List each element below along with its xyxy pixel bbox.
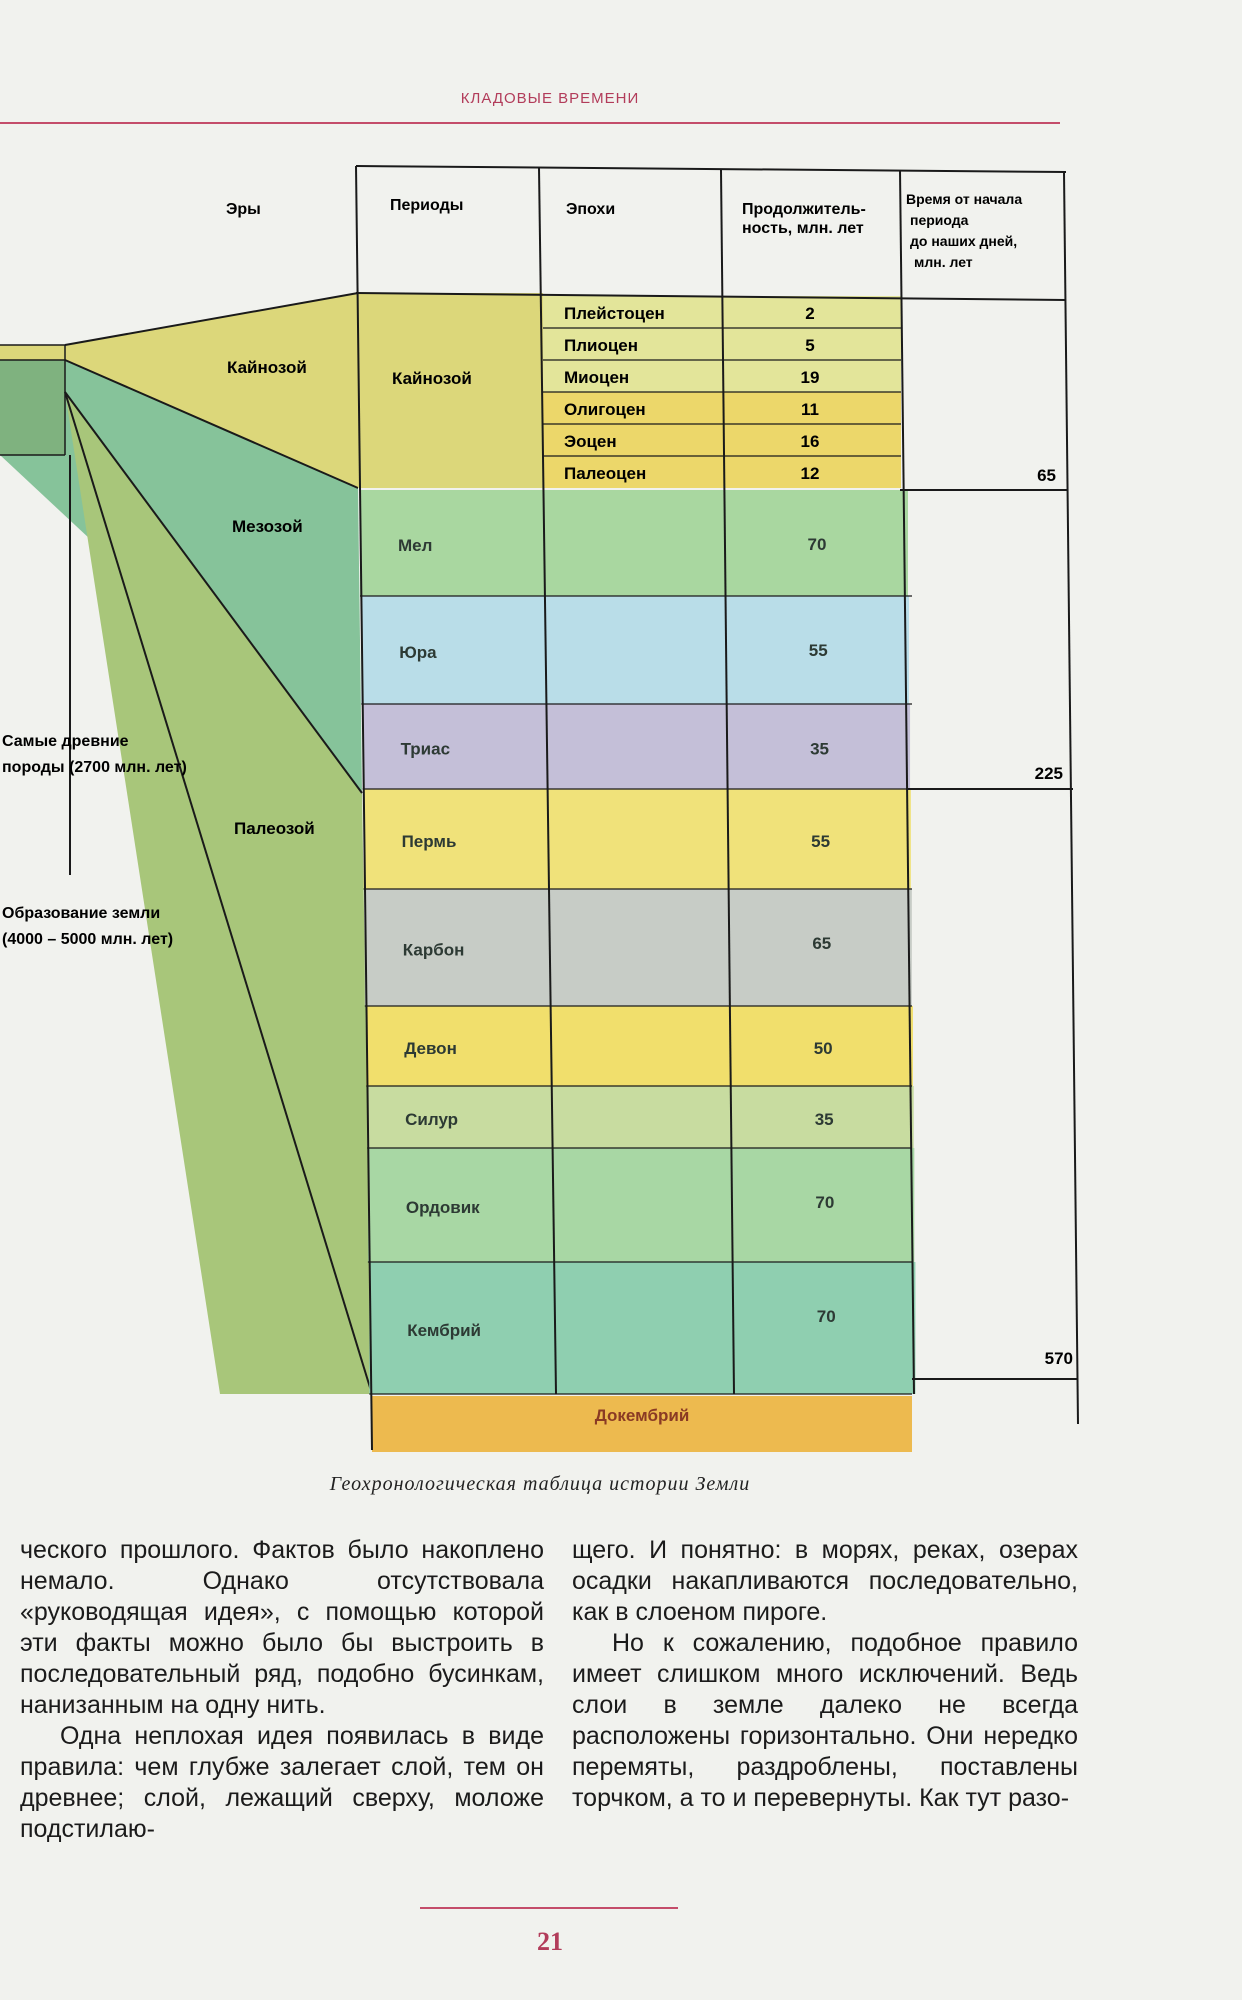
period-name: Силур: [405, 1110, 459, 1129]
epoch-duration: 12: [800, 464, 820, 483]
period-duration: 70: [807, 535, 827, 554]
page-number: 21: [537, 1927, 563, 1956]
paragraph: ческого прошлого. Фактов было накоплено немало. Однако отсутствовала «руководящая идея», с помощью которой эти факты можно было бы выстроить в последовательный ряд, подобно бусинкам, нанизанным на одну нить.: [20, 1536, 544, 1719]
period-name: Кембрий: [407, 1321, 482, 1340]
header-since-start-line: млн. лет: [914, 254, 973, 270]
right-border: [1064, 172, 1078, 1424]
note-earth-formation: [2, 905, 173, 948]
period-duration: 70: [815, 1193, 835, 1212]
epoch-duration: 2: [805, 304, 815, 323]
period-duration: 65: [812, 934, 832, 953]
table-top-border: [356, 166, 1066, 172]
period-duration: 50: [813, 1039, 833, 1058]
cenozoic-period-cell: [358, 293, 543, 488]
period-name: Карбон: [402, 940, 465, 960]
period-duration: 70: [816, 1307, 836, 1326]
period-cenozoic: Кайнозой: [392, 369, 472, 388]
period-name: Триас: [400, 739, 451, 759]
epoch-name: Олигоцен: [564, 400, 646, 419]
note-line: (4000 – 5000 млн. лет): [2, 931, 174, 948]
footer-rule: [420, 1907, 678, 1909]
header-since-start-line: до наших дней,: [910, 233, 1018, 249]
epoch-name: Эоцен: [564, 432, 617, 451]
epoch-duration: 5: [805, 336, 815, 355]
text-column-left: [20, 1535, 544, 1845]
header-duration-line: Продолжитель-: [742, 201, 866, 218]
period-duration: 35: [814, 1110, 834, 1129]
header-periods: Периоды: [390, 197, 464, 214]
period-duration: 55: [808, 641, 828, 660]
paragraph: щего. И понятно: в морях, реках, озерах осадки накапливаются последовательно, как в слоеном пироге.: [572, 1536, 1078, 1626]
era-paleozoic: Палеозой: [234, 819, 315, 838]
since-start-mesozoic: 225: [1034, 764, 1063, 783]
epoch-name: Миоцен: [564, 368, 630, 387]
since-start-cenozoic: 65: [1037, 466, 1056, 485]
period-name: Юра: [399, 643, 437, 662]
header-duration-line: ность, млн. лет: [742, 220, 864, 237]
period-name: Мел: [398, 536, 433, 555]
note-line: Образование земли: [2, 905, 161, 922]
epoch-name: Плейстоцен: [564, 304, 665, 323]
era-cenozoic: Кайнозой: [227, 358, 307, 377]
period-duration: 55: [811, 832, 831, 851]
header-since-start-line: Время от начала: [906, 191, 1023, 207]
header-since-start-line: периода: [910, 212, 969, 228]
header-since-start: [906, 191, 1026, 270]
epoch-name: Плиоцен: [564, 336, 639, 355]
running-head: КЛАДОВЫЕ ВРЕМЕНИ: [460, 90, 640, 107]
note-line: Самые древние: [2, 733, 129, 750]
epoch-duration: 16: [800, 432, 820, 451]
epoch-duration: 19: [800, 368, 820, 387]
since-start-paleozoic: 570: [1044, 1349, 1073, 1368]
period-name: Ордовик: [405, 1198, 480, 1217]
figure-caption: Геохронологическая таблица истории Земли: [329, 1473, 751, 1495]
epoch-name: Палеоцен: [564, 464, 647, 483]
header-epochs: Эпохи: [566, 201, 616, 218]
precambrian-label: Докембрий: [594, 1406, 690, 1425]
header-duration: [742, 201, 870, 237]
era-mesozoic: Мезозой: [232, 517, 303, 536]
old-strip: [0, 360, 65, 455]
paragraph: Но к сожалению, подобное правило имеет слишком много исключений. Ведь слои в земле далеко не всегда расположены горизонтально. Они нередко перемяты, раздроблены, поставлены торчком, а то и перевернуты. Как тут разо-: [572, 1629, 1078, 1812]
note-line: породы (2700 млн. лет): [2, 759, 187, 776]
text-column-right: [572, 1535, 1078, 1814]
epoch-duration: 11: [801, 400, 819, 419]
period-duration: 35: [810, 739, 830, 759]
period-name: Девон: [404, 1039, 457, 1058]
paragraph: Одна неплохая идея появилась в виде правила: чем глубже залегает слой, тем он древнее; слой, лежащий сверху, моложе подстилаю-: [20, 1722, 544, 1843]
period-name: Пермь: [401, 832, 457, 851]
header-eras: Эры: [226, 201, 261, 218]
